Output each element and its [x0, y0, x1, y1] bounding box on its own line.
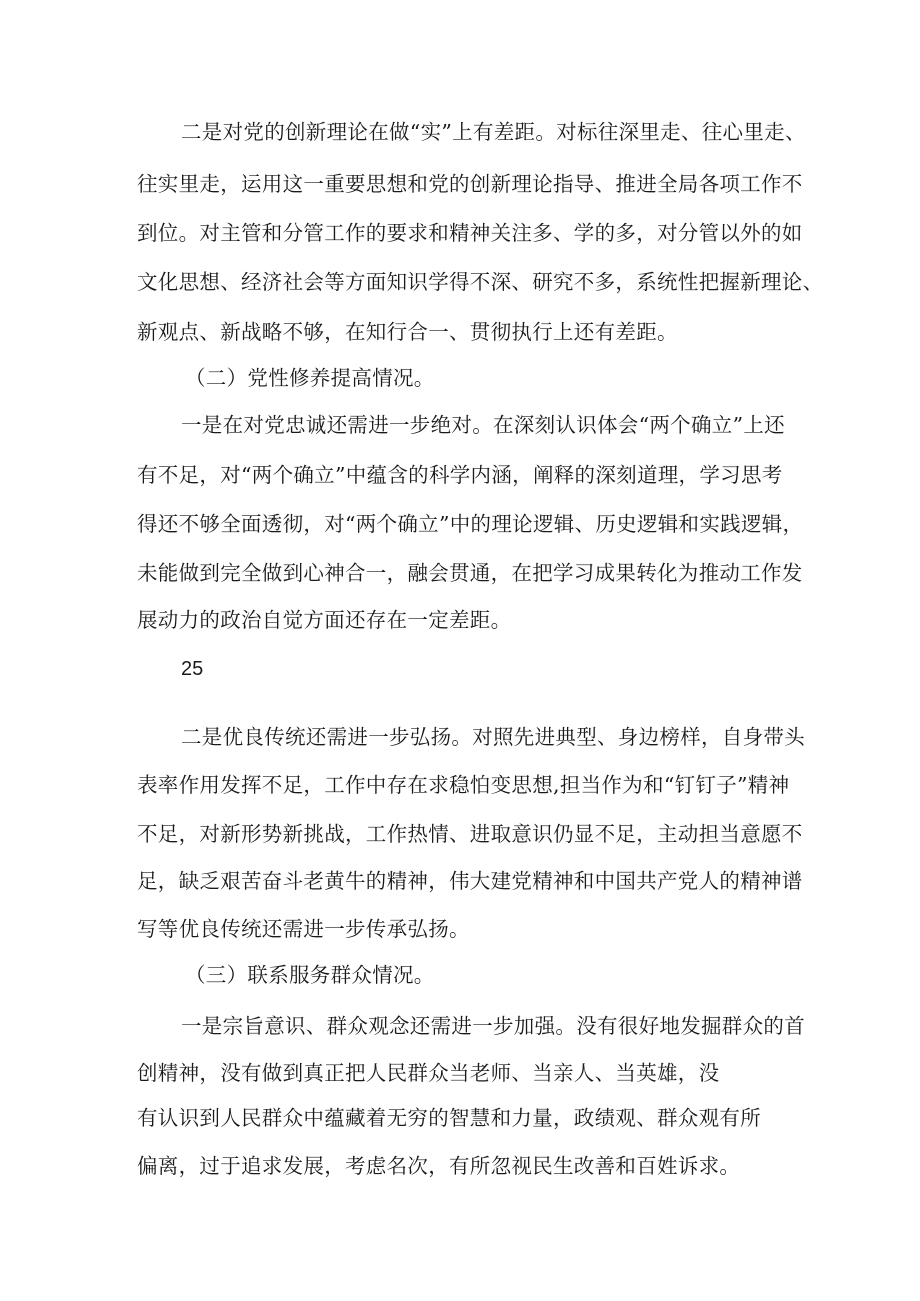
- paragraph-2-line-1: 一是在对党忠诚还需进一步绝对。在深刻认识体会“两个确立”上还: [181, 413, 785, 437]
- paragraph-1-line-5: 新观点、新战略不够，在知行合一、贯彻执行上还有差距。: [137, 320, 678, 344]
- paragraph-3-line-5: 写等优良传统还需进一步传承弘扬。: [137, 917, 470, 941]
- paragraph-1-line-4: 文化思想、经济社会等方面知识学得不深、研究不多，系统性把握新理论、: [137, 270, 824, 294]
- paragraph-1-line-1: 二是对党的创新理论在做“实”上有差距。对标往深里走、往心里走、: [181, 120, 806, 144]
- paragraph-2-line-3: 得还不够全面透彻，对“两个确立”中的理论逻辑、历史逻辑和实践逻辑，: [137, 512, 804, 536]
- paragraph-4-line-4: 偏离，过于追求发展，考虑名次，有所忽视民生改善和百姓诉求。: [137, 1154, 741, 1178]
- paragraph-4-line-1: 一是宗旨意识、群众观念还需进一步加强。没有很好地发掘群众的首: [181, 1014, 805, 1038]
- paragraph-1-line-2: 往实里走，运用这一重要思想和党的创新理论指导、推进全局各项工作不: [137, 172, 803, 196]
- paragraph-3-line-3: 不足，对新形势新挑战，工作热情、进取意识仍显不足，主动担当意愿不: [137, 822, 803, 846]
- paragraph-4-line-3: 有认识到人民群众中蕴藏着无穷的智慧和力量，政绩观、群众观有所: [137, 1106, 761, 1130]
- paragraph-3-line-4: 足，缺乏艰苦奋斗老黄牛的精神，伟大建党精神和中国共产党人的精神谱: [137, 869, 803, 893]
- paragraph-2-line-4: 未能做到完全做到心神合一，融会贯通，在把学习成果转化为推动工作发: [137, 561, 803, 585]
- paragraph-3-line-1: 二是优良传统还需进一步弘扬。对照先进典型、身边榜样，自身带头: [181, 725, 805, 749]
- paragraph-4-line-2: 创精神，没有做到真正把人民群众当老师、当亲人、当英雄，没: [137, 1061, 720, 1085]
- section-heading-3: （三）联系服务群众情况。: [185, 963, 435, 987]
- section-heading-2: （二）党性修养提高情况。: [185, 366, 435, 390]
- page-number: 25: [181, 658, 204, 680]
- paragraph-3-line-2: 表率作用发挥不足，工作中存在求稳怕变思想,担当作为和“钉钉子”精神: [137, 773, 790, 797]
- paragraph-1-line-3: 到位。对主管和分管工作的要求和精神关注多、学的多，对分管以外的如: [137, 221, 803, 245]
- paragraph-2-line-5: 展动力的政治自觉方面还存在一定差距。: [137, 608, 512, 632]
- paragraph-2-line-2: 有不足，对“两个确立”中蕴含的科学内涵，阐释的深刻道理，学习思考: [137, 463, 783, 487]
